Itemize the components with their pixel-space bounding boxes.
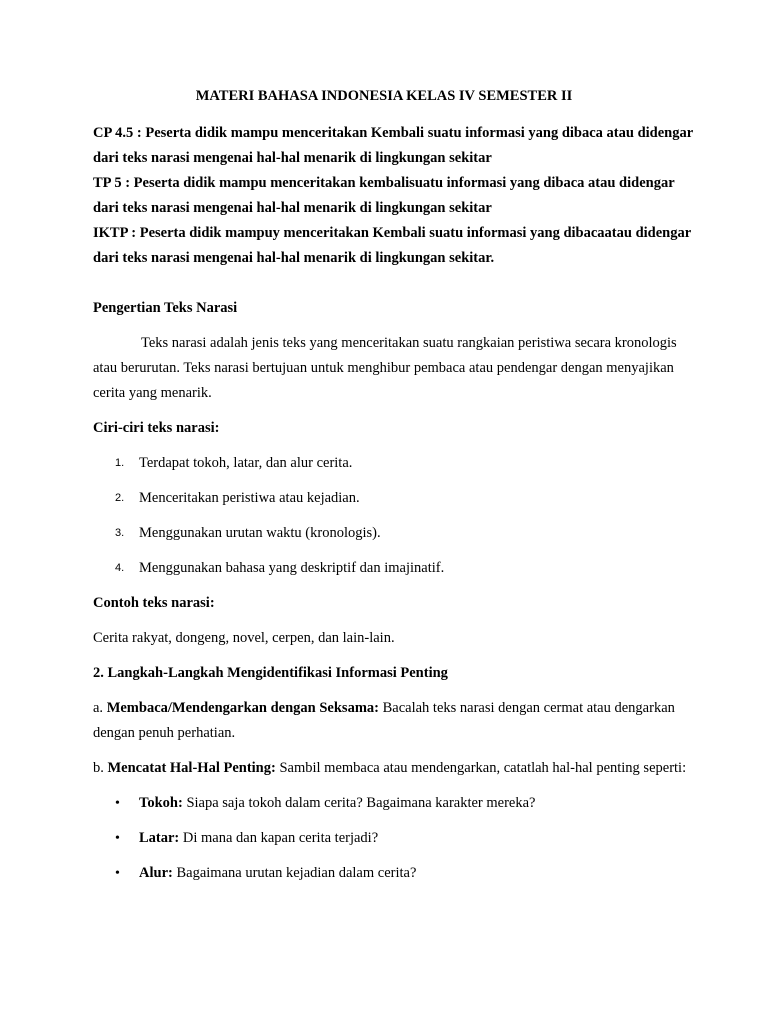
objective-tp: TP 5 : Peserta didik mampu menceritakan kembalisuatu informasi yang dibaca atau didengar dari teks narasi mengenai hal-hal menarik di lingkungan sekitar bbox=[93, 175, 675, 216]
objective-cp: CP 4.5 : Peserta didik mampu menceritakan Kembali suatu informasi yang dibaca atau didengar dari teks narasi mengenai hal-hal menarik di lingkungan sekitar bbox=[93, 125, 693, 166]
list-item-text: Menggunakan urutan waktu (kronologis). bbox=[139, 525, 381, 541]
step-a-text: Bacalah teks narasi dengan cermat atau dengarkan dengan penuh perhatian. bbox=[93, 700, 675, 741]
section-heading-ciri: Ciri-ciri teks narasi: bbox=[93, 420, 220, 436]
bullet-text: Siapa saja tokoh dalam cerita? Bagaimana karakter mereka? bbox=[182, 795, 536, 811]
bullet-text: Bagaimana urutan kejadian dalam cerita? bbox=[172, 865, 417, 881]
bullet-label: Alur: bbox=[139, 865, 173, 881]
list-item bbox=[93, 451, 693, 476]
list-item-text: Terdapat tokoh, latar, dan alur cerita. bbox=[139, 455, 353, 471]
bullet-text: Di mana dan kapan cerita terjadi? bbox=[179, 830, 379, 846]
section-heading-pengertian: Pengertian Teks Narasi bbox=[93, 300, 238, 316]
step-b bbox=[93, 756, 693, 781]
document-title: MATERI BAHASA INDONESIA KELAS IV SEMESTER II bbox=[195, 88, 573, 104]
document-body bbox=[93, 296, 693, 886]
list-number: 4. bbox=[115, 562, 125, 574]
paragraph-pengertian: Teks narasi adalah jenis teks yang menceritakan suatu rangkaian peristiwa secara kronologis atau berurutan. Teks narasi bertujuan untuk menghibur pembaca atau pendengar dengan menyajikan cerita yang menarik. bbox=[93, 335, 677, 401]
bullet-icon: • bbox=[115, 866, 120, 881]
bullet-icon: • bbox=[115, 796, 120, 811]
list-number: 3. bbox=[115, 527, 125, 539]
ciri-list bbox=[93, 451, 693, 581]
section-heading-contoh: Contoh teks narasi: bbox=[93, 595, 215, 611]
list-item-text: Menceritakan peristiwa atau kejadian. bbox=[139, 490, 360, 506]
list-number: 2. bbox=[115, 492, 125, 504]
list-item-text: Menggunakan bahasa yang deskriptif dan imajinatif. bbox=[139, 560, 445, 576]
list-item bbox=[93, 861, 693, 886]
list-item bbox=[93, 826, 693, 851]
list-item bbox=[93, 556, 693, 581]
step-a-label: Membaca/Mendengarkan dengan Seksama: bbox=[106, 700, 379, 716]
step-a-prefix: a. bbox=[93, 700, 107, 716]
bullet-icon: • bbox=[115, 831, 120, 846]
list-item bbox=[93, 521, 693, 546]
list-number: 1. bbox=[115, 457, 125, 469]
bullet-label: Latar: bbox=[139, 830, 180, 846]
step-a bbox=[93, 696, 693, 746]
step-b-prefix: b. bbox=[93, 760, 108, 776]
bullet-label: Tokoh: bbox=[139, 795, 183, 811]
bullet-list bbox=[93, 791, 693, 886]
section-heading-langkah: 2. Langkah-Langkah Mengidentifikasi Informasi Penting bbox=[93, 665, 448, 681]
learning-objectives bbox=[93, 121, 693, 271]
objective-iktp: IKTP : Peserta didik mampuy menceritakan Kembali suatu informasi yang dibacaatau didengar dari teks narasi mengenai hal-hal menarik di lingkungan sekitar. bbox=[93, 225, 691, 266]
paragraph-contoh: Cerita rakyat, dongeng, novel, cerpen, dan lain-lain. bbox=[93, 630, 395, 646]
step-b-label: Mencatat Hal-Hal Penting: bbox=[107, 760, 276, 776]
step-b-text: Sambil membaca atau mendengarkan, catatlah hal-hal penting seperti: bbox=[275, 760, 687, 776]
list-item bbox=[93, 486, 693, 511]
list-item bbox=[93, 791, 693, 816]
